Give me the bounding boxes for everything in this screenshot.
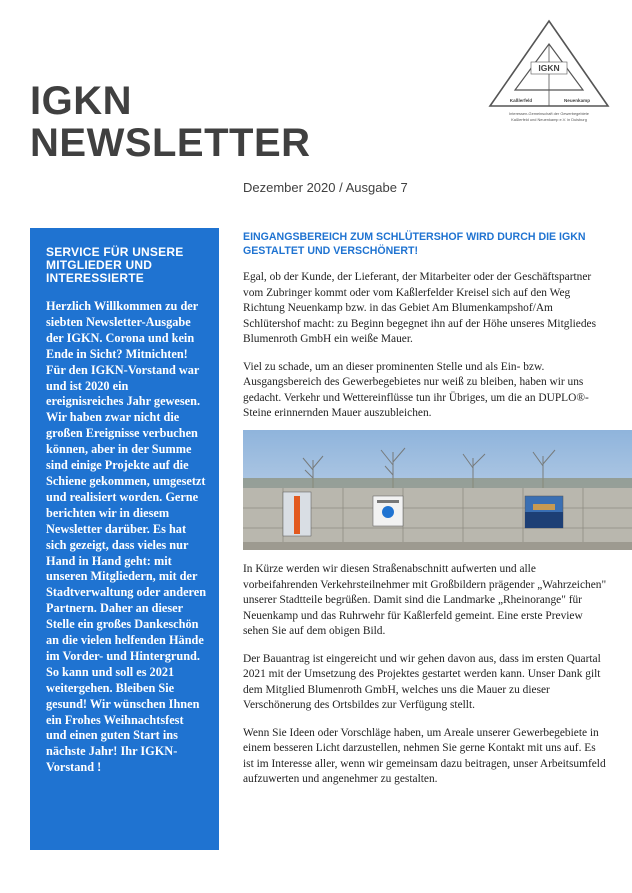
logo-caption-2: Kaßlerfeld und Neuenkamp e.V. in Duisburg: [511, 117, 587, 122]
logo-caption-1: Interessen-Gemeinschaft der Gewerbegebiete: [509, 111, 589, 116]
article-bottom: [243, 562, 608, 800]
logo-right-label: Neuenkamp: [563, 98, 591, 103]
title-line-1: IGKN: [30, 79, 132, 123]
igkn-logo: [487, 18, 611, 126]
sidebar-heading: SERVICE FÜR UNSERE MITGLIEDER UND INTERESSIERTE: [46, 245, 184, 285]
edition-date: Dezember 2020 / Ausgabe 7: [243, 180, 408, 195]
sidebar-box: [30, 228, 219, 850]
title-line-2: NEWSLETTER: [30, 121, 311, 165]
logo-abbr: IGKN: [538, 63, 560, 73]
article-paragraph-5: Wenn Sie Ideen oder Vorschläge haben, um Areale unserer Gewerbegebiete in einem besseren Licht darzustellen, nehmen Sie gerne Kontakt mit uns auf. Es ist im Interesse aller, wenn wir gemeinsam dazu beitragen, unser Arbeitsumfeld aufzuwerten und angenehmer zu gestalten.: [243, 726, 606, 785]
wall-preview-photo: [243, 430, 632, 550]
sidebar-body: Herzlich Willkommen zu der siebten Newsletter-Ausgabe der IGKN. Corona und kein Ende in Sicht? Mitnichten! Für den IGKN-Vorstand war und ist 2020 ein ereignisreiches Jahr gewesen. Wir haben zwar nicht die großen Ereignisse verbuchen können, aber in der Summe sind einige Projekte auf die Schiene gekommen, umgesetzt und realisiert worden. Gerne berichten wir in diesem Newsletter darüber. Es hat sich gezeigt, dass vieles nur Hand in Hand geht: mit unseren Mitgliedern, mit der Stadtverwaltung oder anderen Partnern. Daher an dieser Stelle ein großes Dankeschön an die vielen helfenden Hände im Vorder- und Hintergrund. So kann und soll es 2021 weitergehen. Bleiben Sie gesund! Wir wünschen Ihnen ein Frohes Weihnachtsfest und einen guten Start ins nächste Jahr! Ihr IGKN-Vorstand !: [46, 299, 207, 775]
article-top: [243, 230, 603, 434]
article-paragraph-4: Der Bauantrag ist eingereicht und wir gehen davon aus, dass im ersten Quartal 2021 mit der Umsetzung des Projektes gestartet werden kann. Unser Dank gilt dem Mitglied Blumenroth GmbH, welches uns die Mauer zu dieser Verschönerung des Ortsbildes zur Verfügung stellt.: [243, 652, 601, 711]
article-paragraph-2: Viel zu schade, um an dieser prominenten Stelle und als Ein- bzw. Ausgangsbereich des Gewerbegebietes nur weiß zu bleiben, haben wir uns gedacht. Verkehr und Wettereinflüsse tun ihr Übriges, um die an DUPLO®-Steine erinnernden Mauer auszubleichen.: [243, 360, 589, 419]
article-headline: EINGANGSBEREICH ZUM SCHLÜTERSHOF WIRD DURCH DIE IGKN GESTALTET UND VERSCHÖNERT!: [243, 231, 586, 257]
logo-left-label: Kaßlerfeld: [509, 98, 533, 103]
article-paragraph-3: In Kürze werden wir diesen Straßenabschnitt aufwerten und alle vorbeifahrenden Verkehrsteilnehmer mit Großbildern prägender „Wahrzeichen" unserer Stadtteile begrüßen. Damit sind die Landmarke „Rheinorange" für Neuenkamp und das Ruhrwehr für Kaßlerfeld gemeint. Eine erste Preview sehen Sie auf dem obigen Bild.: [243, 563, 607, 637]
newsletter-title: [30, 80, 311, 164]
article-paragraph-1: Egal, ob der Kunde, der Lieferant, der Mitarbeiter oder der Geschäftspartner vom Zubringer kommt oder vom Kaßlerfelder Kreisel sich auf den Weg Richtung Neuenkamp bzw. in das Gebiet Am Blumenkampshof/Am Schlütershof macht: zu Beginn begegnet ihn auf der Höhe unseres Mitgliedes Blumenroth GmbH ein weiße Mauer.: [243, 271, 597, 345]
